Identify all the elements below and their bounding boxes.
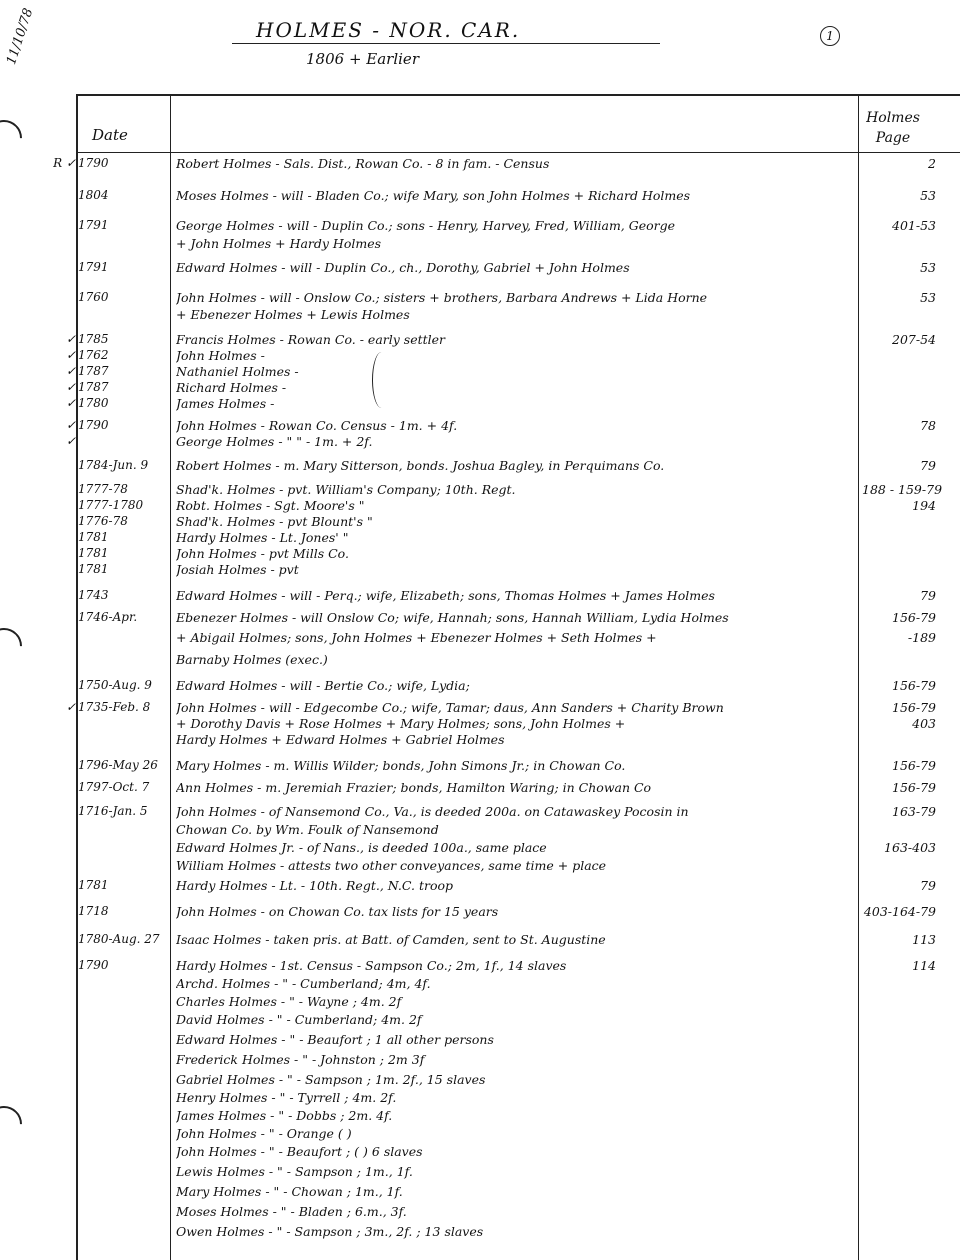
holmes-page-ref: 156-79 [892,780,936,795]
entry-date: 1780-Aug. 27 [78,932,160,946]
holmes-page-ref: 403-164-79 [863,904,936,919]
entry-date: 1790 [78,418,109,432]
check-mark: ✓ [65,434,76,448]
date-stamp: 11/10/78 [4,6,37,67]
entry-text: Edward Holmes Jr. - of Nans., is deeded 100a., same place [176,840,547,855]
entry-date: 1797-Oct. 7 [78,780,150,794]
holmes-page-ref: 53 [920,290,936,305]
entry-text: David Holmes - " - Cumberland; 4m. 2f [176,1012,422,1027]
entry-date: 1762 [78,348,109,362]
entry-date: 1743 [78,588,109,602]
entry-text: Lewis Holmes - " - Sampson ; 1m., 1f. [176,1164,413,1179]
entry-text: Edward Holmes - will - Perq.; wife, Elizabeth; sons, Thomas Holmes + James Holmes [176,588,715,603]
entry-date: 1787 [78,364,109,378]
entry-text: Richard Holmes - [176,380,287,395]
entry-text: John Holmes - will - Edgecombe Co.; wife, Tamar; daus, Ann Sanders + Charity Brown [176,700,724,715]
holmes-page-ref: 194 [912,498,936,513]
entry-text: + Abigail Holmes; sons, John Holmes + Ebenezer Holmes + Seth Holmes + [176,630,657,645]
holmes-page-ref: 207-54 [892,332,936,347]
entry-text: Isaac Holmes - taken pris. at Batt. of Camden, sent to St. Augustine [176,932,606,947]
holmes-page-ref: 401-53 [892,218,936,233]
entry-date: 1718 [78,904,109,918]
entry-text: Francis Holmes - Rowan Co. - early settler [176,332,446,347]
entry-date: 1785 [78,332,109,346]
holmes-page-ref: -189 [907,630,936,645]
entry-text: Hardy Holmes - Lt. Jones' " [176,530,349,545]
holmes-page-ref: 403 [912,716,936,731]
entry-text: + Dorothy Davis + Rose Holmes + Mary Holmes; sons, John Holmes + [176,716,626,731]
entry-text: John Holmes - pvt Mills Co. [176,546,349,561]
page-column-header: Holmes Page [866,110,920,146]
check-mark: ✓ [65,364,76,378]
entry-text: Chowan Co. by Wm. Foulk of Nansemond [176,822,439,837]
entry-text: James Holmes - " - Dobbs ; 2m. 4f. [176,1108,393,1123]
check-mark: ✓ [65,396,76,410]
check-mark: ✓ [65,418,76,432]
entry-text: Robert Holmes - m. Mary Sitterson, bonds. Joshua Bagley, in Perquimans Co. [176,458,665,473]
entry-date: 1784-Jun. 9 [78,458,149,472]
entry-text: Gabriel Holmes - " - Sampson ; 1m. 2f., 15 slaves [176,1072,486,1087]
holmes-page-ref: 156-79 [892,700,936,715]
entry-text: Henry Holmes - " - Tyrrell ; 4m. 2f. [176,1090,397,1105]
entry-text: Ebenezer Holmes - will Onslow Co; wife, Hannah; sons, Hannah William, Lydia Holmes [176,610,729,625]
entry-text: Charles Holmes - " - Wayne ; 4m. 2f [176,994,402,1009]
entry-text: Moses Holmes - " - Bladen ; 6.m., 3f. [176,1204,407,1219]
page-number: 1 [820,26,840,46]
check-mark: ✓ [65,332,76,346]
entry-date: 1781 [78,878,109,892]
entry-date: 1791 [78,218,109,232]
holmes-page-ref: 53 [920,188,936,203]
binder-hole-bottom [0,1099,29,1150]
holmes-page-ref: 113 [912,932,936,947]
holmes-page-ref: 79 [920,878,936,893]
entry-text: John Holmes - " - Orange ( ) [176,1126,352,1141]
entry-text: Shad'k. Holmes - pvt Blount's " [176,514,373,529]
entry-text: John Holmes - of Nansemond Co., Va., is deeded 200a. on Catawaskey Pocosin in [176,804,689,819]
entry-date: 1804 [78,188,109,202]
entry-text: Edward Holmes - will - Duplin Co., ch., Dorothy, Gabriel + John Holmes [176,260,630,275]
check-mark: R ✓ [53,156,76,170]
entry-date: 1777-78 [78,482,128,496]
entry-text: Mary Holmes - " - Chowan ; 1m., 1f. [176,1184,403,1199]
entry-text: George Holmes - " " - 1m. + 2f. [176,434,373,449]
entry-text: Archd. Holmes - " - Cumberland; 4m, 4f. [176,976,431,991]
entry-text: Ann Holmes - m. Jeremiah Frazier; bonds, Hamilton Waring; in Chowan Co [176,780,652,795]
entry-text: Moses Holmes - will - Bladen Co.; wife Mary, son John Holmes + Richard Holmes [176,188,691,203]
table-top-rule [76,94,960,96]
entry-text: Hardy Holmes + Edward Holmes + Gabriel Holmes [176,732,505,747]
entry-text: Mary Holmes - m. Willis Wilder; bonds, John Simons Jr.; in Chowan Co. [176,758,626,773]
entry-date: 1746-Apr. [78,610,138,624]
holmes-page-ref: 156-79 [892,678,936,693]
title-underline [232,43,660,44]
holmes-page-ref: 53 [920,260,936,275]
entry-text: Hardy Holmes - Lt. - 10th. Regt., N.C. troop [176,878,454,893]
holmes-page-ref: 79 [920,458,936,473]
entry-date: 1790 [78,156,109,170]
entry-text: Shad'k. Holmes - pvt. William's Company; 10th. Regt. [176,482,516,497]
entry-text: George Holmes - will - Duplin Co.; sons - Henry, Harvey, Fred, William, George [176,218,676,233]
entry-date: 1791 [78,260,109,274]
entry-text: Nathaniel Holmes - [176,364,299,379]
holmes-page-ref: 188 - 159-79 [862,482,943,497]
entry-text: James Holmes - [176,396,275,411]
entry-date: 1790 [78,958,109,972]
holmes-page-ref: 156-79 [892,758,936,773]
entry-text: + John Holmes + Hardy Holmes [176,236,382,251]
holmes-page-ref: 114 [912,958,936,973]
entry-text: John Holmes - " - Beaufort ; ( ) 6 slaves [176,1144,423,1159]
page-subtitle: 1806 + Earlier [306,50,419,68]
entry-text: Owen Holmes - " - Sampson ; 3m., 2f. ; 13 slaves [176,1224,484,1239]
entry-text: John Holmes - on Chowan Co. tax lists for 15 years [176,904,499,919]
entry-text: John Holmes - will - Onslow Co.; sisters + brothers, Barbara Andrews + Lida Horne [176,290,708,305]
entry-text: John Holmes - [176,348,265,363]
page-title: HOLMES - NOR. CAR. [256,18,521,42]
entry-text: John Holmes - Rowan Co. Census - 1m. + 4f. [176,418,458,433]
entry-date: 1750-Aug. 9 [78,678,152,692]
holmes-page-ref: 78 [920,418,936,433]
entry-text: + Ebenezer Holmes + Lewis Holmes [176,307,410,322]
date-column-header: Date [92,126,128,144]
header-rule [76,152,960,153]
entry-text: Josiah Holmes - pvt [176,562,299,577]
entry-date: 1716-Jan. 5 [78,804,148,818]
date-column-rule [170,94,171,1260]
page-column-rule [858,94,859,1260]
entry-date: 1777-1780 [78,498,144,512]
holmes-page-ref: 79 [920,588,936,603]
holmes-page-ref: 163-79 [892,804,936,819]
entry-date: 1780 [78,396,109,410]
check-mark: ✓ [65,380,76,394]
entry-text: Robt. Holmes - Sgt. Moore's " [176,498,365,513]
entry-date: 1776-78 [78,514,128,528]
holmes-page-ref: 163-403 [884,840,936,855]
entry-date: 1760 [78,290,109,304]
entry-text: William Holmes - attests two other conveyances, same time + place [176,858,607,873]
entry-text: Barnaby Holmes (exec.) [176,652,328,667]
entry-date: 1781 [78,530,109,544]
entry-text: Hardy Holmes - 1st. Census - Sampson Co.; 2m, 1f., 14 slaves [176,958,567,973]
holmes-page-ref: 2 [928,156,936,171]
entry-date: 1787 [78,380,109,394]
holmes-page-ref: 156-79 [892,610,936,625]
entry-text: Edward Holmes - " - Beaufort ; 1 all other persons [176,1032,494,1047]
entry-text: Frederick Holmes - " - Johnston ; 2m 3f [176,1052,425,1067]
entry-date: 1735-Feb. 8 [78,700,151,714]
entry-text: Edward Holmes - will - Bertie Co.; wife, Lydia; [176,678,470,693]
entry-text: Robert Holmes - Sals. Dist., Rowan Co. - 8 in fam. - Census [176,156,550,171]
entry-date: 1781 [78,562,109,576]
binder-hole-middle [0,621,29,672]
check-mark: ✓ [65,700,76,714]
entry-date: 1796-May 26 [78,758,158,772]
entry-date: 1781 [78,546,109,560]
check-mark: ✓ [65,348,76,362]
